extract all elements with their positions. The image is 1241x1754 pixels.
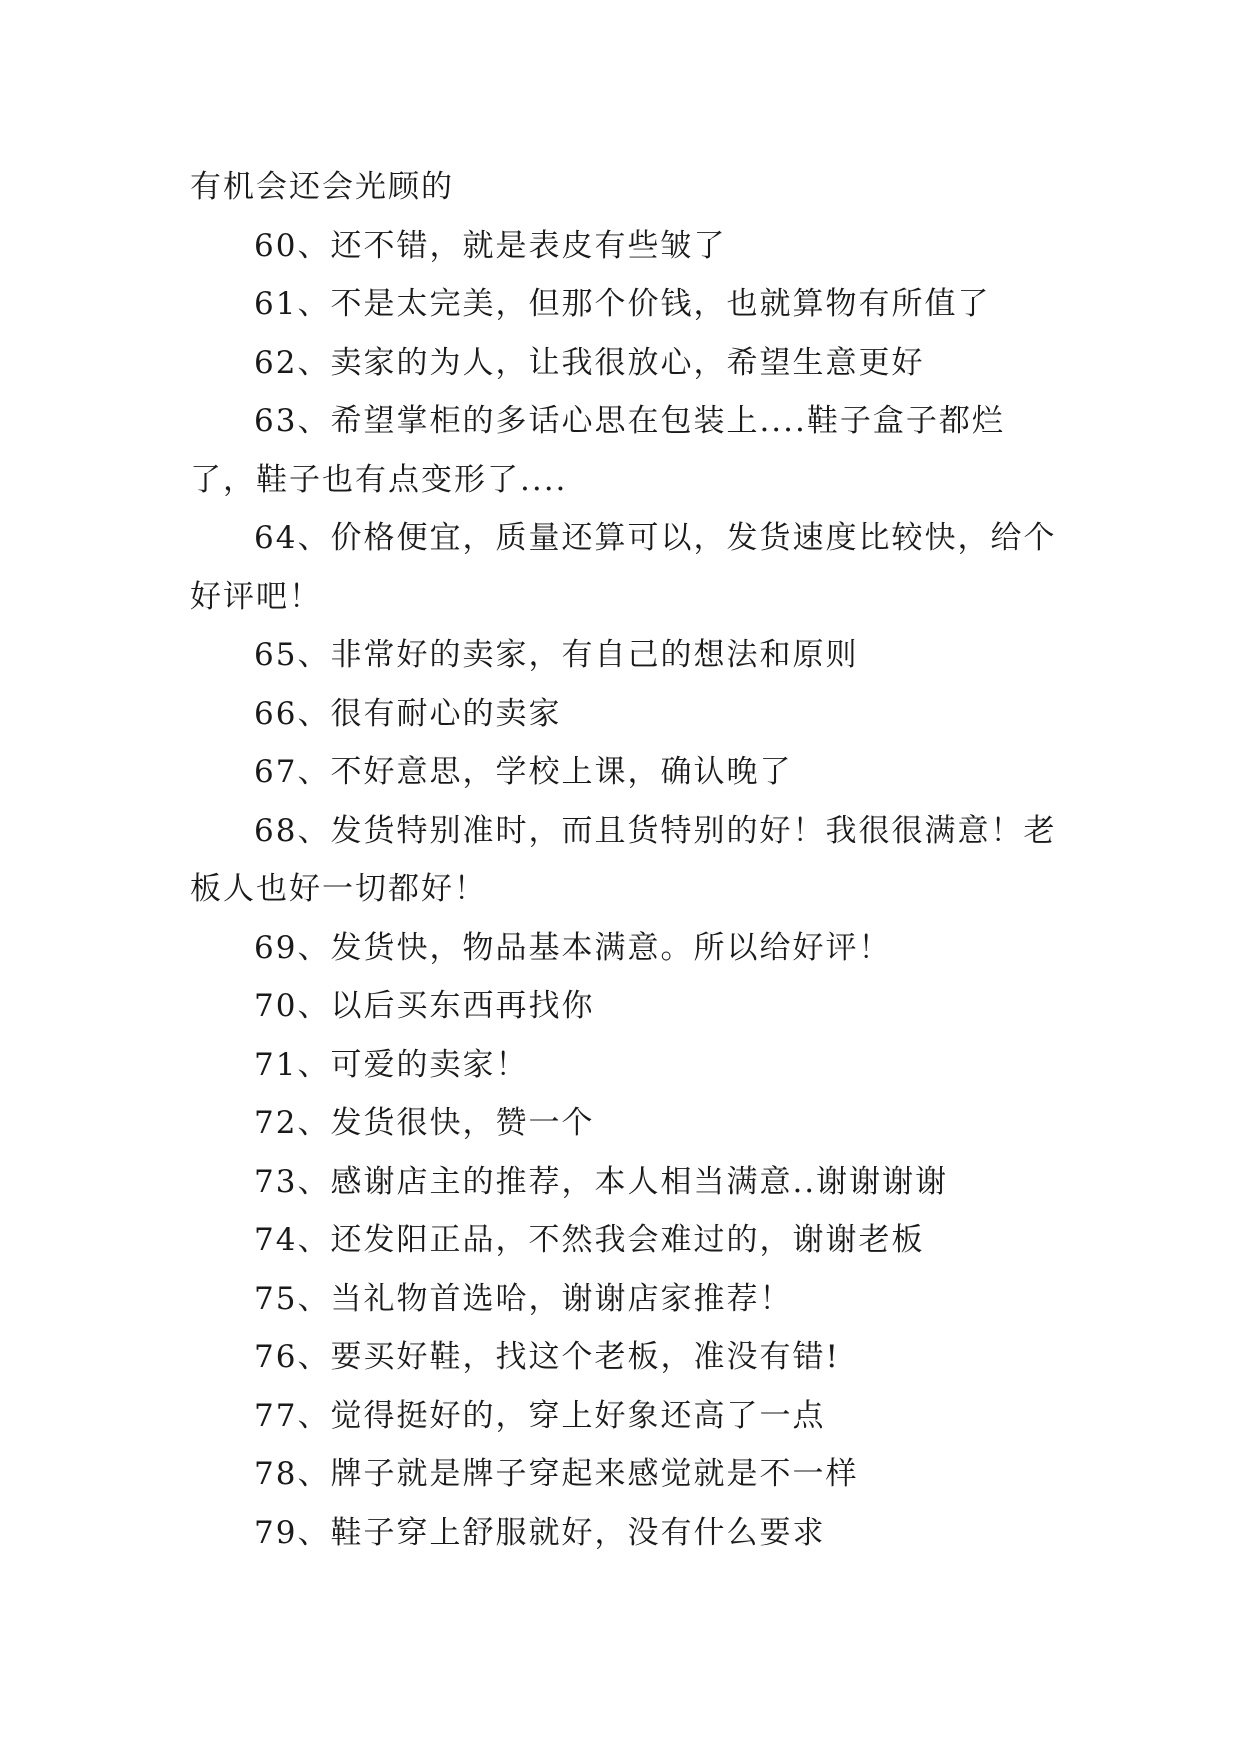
document-body (190, 158, 1070, 1562)
review-item-61: 61、不是太完美，但那个价钱，也就算物有所值了 (254, 286, 991, 322)
review-item-63: 63、希望掌柜的多话心思在包装上....鞋子盒子都烂了，鞋子也有点变形了.... (190, 403, 1005, 498)
review-item-73: 73、感谢店主的推荐，本人相当满意..谢谢谢谢 (254, 1163, 949, 1200)
review-item-75: 75、当礼物首选哈，谢谢店家推荐！ (254, 1280, 793, 1317)
review-item-66: 66、很有耐心的卖家 (254, 695, 562, 732)
review-item-67: 67、不好意思，学校上课，确认晚了 (254, 754, 793, 790)
review-item-76: 76、要买好鞋，找这个老板，准没有错! (254, 1339, 840, 1375)
review-item-71: 71、可爱的卖家！ (254, 1046, 529, 1083)
review-item-70: 70、以后买东西再找你 (254, 988, 595, 1024)
review-item-60: 60、还不错，就是表皮有些皱了 (254, 227, 727, 264)
review-item-62: 62、卖家的为人，让我很放心，希望生意更好 (254, 344, 925, 381)
review-item-68: 68、发货特别准时，而且货特别的好！我很很满意！老板人也好一切都好！ (190, 812, 1057, 907)
review-item-69: 69、发货快，物品基本满意。所以给好评！ (254, 929, 892, 966)
review-item-64: 64、价格便宜，质量还算可以，发货速度比较快，给个好评吧！ (190, 520, 1057, 615)
review-item-72: 72、发货很快，赞一个 (254, 1105, 595, 1141)
review-item-78: 78、牌子就是牌子穿起来感觉就是不一样 (254, 1456, 859, 1492)
review-item-77: 77、觉得挺好的，穿上好象还高了一点 (254, 1397, 826, 1434)
review-item-79: 79、鞋子穿上舒服就好，没有什么要求 (254, 1514, 826, 1551)
review-item-65: 65、非常好的卖家，有自己的想法和原则 (254, 637, 859, 673)
review-item-74: 74、还发阳正品，不然我会难过的，谢谢老板 (254, 1222, 925, 1258)
paragraph-continuation: 有机会还会光顾的 (190, 169, 454, 205)
